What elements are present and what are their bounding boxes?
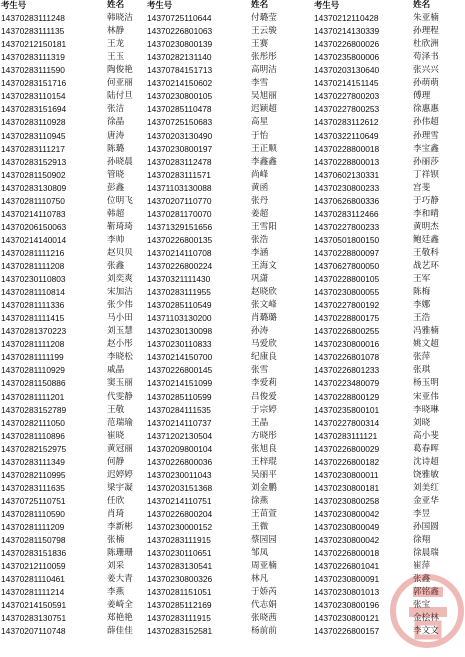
student-name-cell: 朱亚楠: [413, 13, 439, 24]
student-name-cell: 郑艳艳: [107, 613, 133, 624]
student-name-cell: 李晓松: [107, 352, 133, 363]
exam-id-cell: 14370283110154: [1, 91, 66, 102]
student-name-cell: 张鑫: [413, 574, 431, 585]
student-name-cell: 戚晶: [107, 365, 125, 376]
student-name-cell: 陆付旦: [107, 91, 133, 102]
student-name-cell: 王梓琨: [251, 456, 277, 467]
header-exam-id: 考生号: [147, 0, 173, 10]
exam-id-cell: 14371103130200: [147, 313, 212, 324]
exam-id-cell: 14370230130098: [147, 326, 213, 337]
student-name-cell: 李雪: [251, 78, 269, 89]
student-name-cell: 张楠: [107, 535, 125, 546]
exam-id-cell: 14370283130751: [1, 613, 67, 624]
student-name-cell: 战艺环: [413, 261, 439, 271]
exam-id-cell: 14370281170070: [147, 208, 212, 219]
student-name-cell: 冯雅楠: [413, 326, 439, 337]
student-name-cell: 王赛: [251, 39, 269, 50]
student-name-cell: 于宗婷: [251, 404, 277, 415]
student-name-cell: 李昱: [413, 508, 431, 519]
student-name-cell: 陈璐: [107, 143, 125, 154]
exam-id-cell: 14370725110751: [1, 495, 66, 506]
exam-id-cell: 14370283110945: [1, 130, 66, 141]
student-name-cell: 傅理: [413, 91, 431, 102]
student-name-cell: 王军: [413, 274, 431, 285]
student-name-cell: 邹凤: [251, 548, 269, 559]
exam-id-cell: 14370283130541: [147, 561, 213, 572]
exam-id-cell: 14370206150063: [1, 221, 67, 232]
student-name-cell: 靳琦琦: [107, 221, 133, 232]
exam-id-cell: 14370214110737: [147, 417, 212, 428]
exam-id-cell: 14370285110599: [147, 391, 212, 402]
student-name-cell: 沈诗超: [413, 456, 439, 467]
student-name-cell: 刘奕爽: [107, 274, 133, 285]
student-name-cell: 赵晓欣: [251, 287, 277, 298]
exam-id-cell: 14370230800258: [314, 495, 380, 506]
student-name-cell: 高小斐: [413, 430, 439, 441]
exam-id-cell: 14370283112612: [314, 117, 379, 128]
student-name-cell: 吴丽平: [251, 469, 277, 480]
student-name-cell: 蔡园园: [251, 535, 277, 546]
student-name-cell: 王海文: [251, 261, 277, 271]
student-name-cell: 陶俊艳: [107, 65, 133, 76]
student-name-cell: 赵小彤: [107, 339, 133, 350]
exam-id-cell: 14370230800105: [147, 91, 213, 102]
exam-id-cell: 14370214150591: [1, 600, 67, 611]
student-name-cell: 王苗萱: [251, 508, 277, 519]
exam-id-cell: 14370230800016: [314, 339, 380, 350]
exam-id-cell: 14370281111336: [1, 300, 65, 311]
exam-id-cell: 14370283111915: [147, 613, 211, 624]
student-name-cell: 孙丽莎: [413, 156, 439, 167]
student-name-cell: 金亚华: [413, 495, 439, 506]
exam-id-cell: 14370281110929: [1, 365, 65, 376]
student-name-cell: 张浩: [251, 234, 269, 245]
exam-id-cell: 14370228800105: [314, 274, 380, 285]
exam-id-cell: 14370281111415: [1, 313, 65, 324]
student-name-cell: 张丹: [251, 195, 269, 206]
exam-id-cell: 14370227800203: [314, 91, 380, 102]
exam-id-cell: 14370230110803: [1, 274, 66, 285]
student-name-cell: 管晓: [107, 169, 125, 180]
exam-id-cell: 14370212110059: [1, 561, 66, 572]
exam-id-cell: 14370214140014: [1, 234, 67, 245]
student-name-cell: 李文文: [413, 626, 439, 637]
student-name-cell: 李宝鑫: [413, 143, 439, 154]
exam-id-cell: 14370230800011: [314, 469, 379, 480]
student-name-cell: 张宝: [413, 600, 431, 611]
student-name-cell: 唐涛: [107, 130, 125, 141]
exam-id-cell: 14370284111535: [147, 404, 211, 415]
student-name-cell: 薛佳佳: [107, 626, 133, 637]
student-name-cell: 张文峰: [251, 300, 277, 311]
exam-id-cell: 14370226800224: [147, 261, 213, 271]
student-name-cell: 崔晓: [107, 430, 125, 441]
student-name-cell: 张萍: [413, 352, 431, 363]
student-name-cell: 杜欣洲: [413, 39, 439, 50]
exam-id-cell: 14370285110549: [147, 300, 212, 311]
exam-id-cell: 14370230800233: [314, 182, 380, 193]
student-name-cell: 孙理程: [413, 26, 439, 37]
exam-id-cell: 14370285110478: [147, 104, 212, 115]
student-name-cell: 黄冠丽: [107, 443, 133, 454]
exam-id-cell: 14370283111590: [1, 65, 65, 76]
student-name-cell: 韩晓洁: [107, 13, 133, 24]
exam-id-cell: 14370281110750: [1, 195, 65, 206]
exam-id-cell: 14371202130504: [147, 430, 213, 441]
exam-id-cell: 14370283111915: [147, 535, 211, 546]
student-name-cell: 于娇芮: [251, 587, 277, 598]
student-name-cell: 饶雅敏: [413, 469, 439, 480]
exam-id-cell: 14370228800129: [314, 391, 380, 402]
student-name-cell: 肖璐璐: [251, 313, 277, 324]
exam-id-cell: 14370283152789: [1, 404, 67, 415]
student-name-cell: 张洁: [107, 104, 125, 115]
exam-id-cell: 14370207110748: [1, 626, 66, 637]
exam-id-cell: 14370283152913: [1, 156, 67, 167]
exam-id-cell: 14370230800196: [314, 600, 380, 611]
student-name-cell: 陈梅: [413, 287, 431, 298]
student-name-cell: 李涵: [251, 247, 269, 258]
exam-id-cell: 14370283111121: [314, 430, 378, 441]
student-name-cell: 韩超: [107, 208, 125, 219]
exam-id-cell: 14371103130088: [147, 182, 212, 193]
exam-id-cell: 14370725110644: [147, 13, 212, 24]
exam-id-cell: 14370282131140: [147, 52, 212, 63]
student-name-cell: 崔萍: [413, 561, 431, 572]
student-name-cell: 张少伟: [107, 300, 133, 311]
student-name-cell: 张旭良: [251, 443, 277, 454]
student-name-cell: 姜超: [251, 208, 269, 219]
student-name-cell: 张琪: [413, 365, 431, 376]
student-name-cell: 范瑞瑜: [107, 417, 133, 428]
student-name-cell: 刘晓: [413, 417, 431, 428]
exam-id-cell: 14370212150181: [1, 39, 67, 50]
exam-id-cell: 14370282111050: [1, 417, 65, 428]
student-name-cell: 吴旭丽: [251, 91, 277, 102]
student-name-cell: 徐翔: [413, 535, 431, 546]
exam-id-cell: 14370283110928: [1, 117, 66, 128]
student-name-cell: 王敬: [107, 404, 125, 415]
exam-id-cell: 14371329151656: [147, 221, 213, 232]
student-name-cell: 尚峰: [251, 169, 269, 180]
student-name-cell: 鲍廷鑫: [413, 234, 439, 245]
student-name-cell: 黄函: [251, 182, 269, 193]
exam-id-cell: 14370226800255: [314, 326, 380, 337]
student-name-cell: 于怡: [251, 130, 269, 141]
exam-id-cell: 14370230110651: [147, 548, 212, 559]
exam-id-cell: 14370214151099: [147, 378, 213, 389]
student-name-cell: 王龙: [107, 39, 125, 50]
exam-id-cell: 14370230801013: [314, 587, 380, 598]
exam-id-cell: 14370281111209: [1, 522, 65, 532]
student-name-cell: 张晓茜: [251, 613, 277, 624]
exam-id-cell: 14370230800091: [314, 574, 380, 585]
student-name-cell: 孙萌萌: [413, 78, 439, 89]
exam-id-cell: 14370281111208: [1, 261, 65, 271]
exam-id-cell: 14370226801078: [314, 352, 380, 363]
exam-id-cell: 14370283152581: [147, 626, 213, 637]
student-name-cell: 张彤彤: [251, 52, 277, 63]
exam-id-cell: 14370214150602: [147, 78, 213, 89]
exam-id-cell: 14370230800139: [147, 39, 213, 50]
student-name-cell: 张兴兴: [413, 65, 439, 76]
exam-id-cell: 14370283111248: [1, 13, 65, 24]
student-name-cell: 何亚丽: [107, 78, 133, 89]
exam-id-cell: 14370281151051: [147, 587, 212, 598]
student-name-cell: 苟泽书: [413, 52, 439, 63]
header-student-name: 姓名: [107, 0, 125, 10]
exam-id-cell: 14370226800135: [147, 234, 213, 245]
student-name-cell: 宫斐: [413, 182, 431, 193]
exam-id-cell: 14370282110995: [1, 469, 66, 480]
exam-id-cell: 14370230800197: [147, 143, 213, 154]
exam-id-cell: 14370281110461: [1, 574, 65, 585]
student-name-cell: 代雯静: [107, 391, 133, 402]
exam-id-cell: 14370283151836: [1, 548, 67, 559]
student-name-cell: 何静: [107, 456, 125, 467]
exam-id-cell: 14370501800150: [314, 234, 380, 245]
student-name-cell: 任欣: [107, 495, 125, 506]
exam-id-cell: 14370203130490: [147, 130, 213, 141]
student-name-cell: 张雪: [251, 365, 269, 376]
exam-id-cell: 14370283111319: [1, 52, 65, 63]
student-name-cell: 王雪阳: [251, 221, 277, 232]
student-name-cell: 王玉: [107, 52, 125, 63]
exam-id-cell: 14370283151694: [1, 104, 67, 115]
student-name-cell: 付璐莹: [251, 13, 277, 24]
student-name-cell: 王敬科: [413, 247, 439, 258]
exam-id-cell: 14370230800049: [314, 522, 380, 532]
exam-id-cell: 14370228800018: [314, 143, 380, 154]
exam-id-cell: 14370283130809: [1, 182, 67, 193]
student-name-cell: 宋亚伟: [413, 391, 439, 402]
student-name-cell: 纪康良: [251, 352, 277, 363]
student-name-cell: 马小田: [107, 313, 133, 324]
exam-id-cell: 14370283111135: [1, 26, 65, 37]
student-name-cell: 杨玉明: [413, 378, 439, 389]
student-name-cell: 李新彬: [107, 522, 133, 532]
exam-id-cell: 14370283112478: [147, 156, 212, 167]
student-name-cell: 梁宇凝: [107, 482, 133, 493]
student-name-cell: 李帅: [107, 234, 125, 245]
exam-id-cell: 14370627800050: [314, 261, 380, 271]
exam-id-cell: 14370230000152: [147, 522, 213, 532]
student-name-cell: 姜大青: [107, 574, 133, 585]
student-name-cell: 郭铭鑫: [413, 587, 439, 598]
student-name-cell: 孙涛: [251, 326, 269, 337]
exam-id-cell: 14370228800097: [314, 247, 380, 258]
exam-id-cell: 14370602130331: [314, 169, 380, 180]
student-name-cell: 陈珊珊: [107, 548, 133, 559]
student-name-cell: 李燕: [107, 587, 125, 598]
exam-id-cell: 14370230011043: [147, 469, 212, 480]
exam-id-cell: 14370230800121: [314, 613, 380, 624]
exam-id-cell: 14370227800253: [314, 104, 380, 115]
exam-id-cell: 14370235800101: [314, 404, 380, 415]
exam-id-cell: 14370214150700: [147, 352, 213, 363]
student-name-cell: 迟婷婷: [107, 469, 133, 480]
student-name-cell: 徐燕: [251, 495, 269, 506]
student-name-cell: 王微: [251, 522, 269, 532]
student-name-cell: 孙晓晨: [107, 156, 133, 167]
exam-id-cell: 14370281150798: [1, 535, 66, 546]
student-name-cell: 窦玉丽: [107, 378, 133, 389]
exam-id-cell: 14370214110783: [1, 208, 66, 219]
student-name-cell: 刘玉慧: [107, 326, 133, 337]
exam-id-cell: 14370226800029: [314, 443, 380, 454]
exam-id-cell: 14370283111349: [1, 456, 65, 467]
exam-id-cell: 14370230800055: [314, 287, 380, 298]
student-name-cell: 迟颖超: [251, 104, 277, 115]
student-name-cell: 刘采: [107, 561, 125, 572]
exam-id-cell: 14370226801063: [147, 26, 213, 37]
exam-id-cell: 14370226801233: [314, 365, 380, 376]
exam-id-cell: 14370283111571: [147, 169, 211, 180]
exam-id-cell: 14370283111217: [1, 143, 65, 154]
exam-id-cell: 14370226800018: [314, 548, 380, 559]
student-name-cell: 王晶: [251, 417, 269, 428]
exam-id-cell: 14370214110751: [147, 495, 212, 506]
student-name-cell: 宋加洁: [107, 287, 133, 298]
exam-id-cell: 14370227800192: [314, 300, 380, 311]
exam-id-cell: 14370283112466: [314, 208, 379, 219]
exam-id-cell: 14370281150886: [1, 378, 66, 389]
header-student-name: 姓名: [413, 0, 431, 10]
exam-id-cell: 14370228800175: [314, 313, 380, 324]
exam-id-cell: 14370227800233: [314, 221, 380, 232]
exam-id-cell: 14370214130339: [314, 26, 380, 37]
student-name-cell: 位明飞: [107, 195, 133, 206]
exam-id-cell: 14370226800026: [314, 39, 380, 50]
exam-id-cell: 14370626800336: [314, 195, 380, 206]
exam-id-cell: 14370226800204: [147, 508, 213, 519]
exam-id-cell: 14370214151145: [314, 78, 379, 89]
student-name-cell: 杨前前: [251, 626, 277, 637]
student-name-cell: 徐晨瑞: [413, 548, 439, 559]
exam-id-cell: 14370223480079: [314, 378, 380, 389]
student-name-cell: 刘金鹏: [251, 482, 277, 493]
exam-id-cell: 14370226800157: [314, 626, 380, 637]
exam-id-cell: 14370226800182: [314, 456, 380, 467]
student-name-cell: 王云骏: [251, 26, 277, 37]
exam-id-cell: 14370226801041: [314, 561, 380, 572]
exam-id-cell: 14370784151713: [147, 65, 213, 76]
exam-id-cell: 14370209800104: [147, 443, 213, 454]
student-name-cell: 李爱莉: [251, 378, 277, 389]
student-name-cell: 丁祥钡: [413, 169, 439, 180]
student-name-cell: 吕俊爱: [251, 391, 277, 402]
student-name-cell: 巩潇: [251, 274, 269, 285]
student-name-cell: 孙国圆: [413, 522, 439, 532]
exam-id-cell: 14370725150683: [147, 117, 213, 128]
student-name-cell: 王正顺: [251, 143, 277, 154]
header-exam-id: 考生号: [314, 0, 340, 10]
student-name-cell: 肖琦: [107, 508, 125, 519]
exam-id-cell: 14370282152975: [1, 443, 67, 454]
exam-id-cell: 14370226800145: [147, 365, 213, 376]
exam-id-cell: 14370281370223: [1, 326, 67, 337]
student-name-cell: 金桧林: [413, 613, 439, 624]
exam-id-cell: 14370226800036: [147, 456, 213, 467]
exam-id-cell: 14370212110428: [314, 13, 379, 24]
student-name-cell: 葛春晖: [413, 443, 439, 454]
student-name-cell: 方晓彤: [251, 430, 277, 441]
student-name-cell: 姜崎全: [107, 600, 133, 611]
exam-id-cell: 14370285112169: [147, 600, 212, 611]
student-name-cell: 李娜: [413, 300, 431, 311]
student-name-cell: 彭鑫: [107, 182, 125, 193]
student-name-cell: 高明洁: [251, 65, 277, 76]
exam-id-cell: 14370281110814: [1, 287, 65, 298]
exam-id-cell: 14370281111216: [1, 247, 65, 258]
exam-id-cell: 14370281111214: [1, 587, 65, 598]
exam-id-cell: 14370281110590: [1, 508, 65, 519]
student-name-cell: 王浩: [413, 313, 431, 324]
student-name-cell: 孙理雪: [413, 130, 439, 141]
exam-id-cell: 14370203151368: [147, 482, 213, 493]
exam-id-cell: 14370235800006: [314, 52, 380, 63]
student-name-cell: 代志娟: [251, 600, 277, 611]
exam-id-cell: 14370281111208: [1, 339, 65, 350]
student-name-cell: 徐惠惠: [413, 104, 439, 115]
student-name-cell: 马爱欣: [251, 339, 277, 350]
exam-id-cell: 14370283111635: [1, 482, 65, 493]
exam-id-cell: 14370281150902: [1, 169, 66, 180]
student-name-cell: 徐晶: [107, 117, 125, 128]
exam-id-cell: 14370214110708: [147, 247, 212, 258]
exam-id-cell: 14370230800326: [147, 574, 213, 585]
exam-id-cell: 14370283111955: [147, 287, 211, 298]
student-name-cell: 李鑫鑫: [251, 156, 277, 167]
exam-id-cell: 14370281111201: [1, 391, 65, 402]
exam-id-cell: 14370207110770: [147, 195, 212, 206]
exam-id-cell: 14370321111430: [147, 274, 211, 285]
header-student-name: 姓名: [251, 0, 269, 10]
exam-id-cell: 14370322110649: [314, 130, 379, 141]
exam-id-cell: 14370281110896: [1, 430, 65, 441]
student-name-cell: 李晓琳: [413, 404, 439, 415]
student-name-cell: 孙伟超: [413, 117, 439, 128]
student-name-cell: 刘美红: [413, 482, 439, 493]
exam-id-cell: 14370228800013: [314, 156, 380, 167]
student-name-cell: 张鑫: [107, 261, 125, 271]
student-name-cell: 赵贝贝: [107, 247, 133, 258]
student-name-cell: 黄明杰: [413, 221, 439, 232]
exam-id-cell: 14370230800042: [314, 535, 380, 546]
exam-id-cell: 14370230110833: [147, 339, 212, 350]
header-exam-id: 考生号: [1, 0, 27, 10]
student-name-cell: 周亚楠: [251, 561, 277, 572]
student-name-cell: 于巧静: [413, 195, 439, 206]
exam-id-cell: 14370230800042: [314, 508, 380, 519]
exam-id-cell: 14370281111199: [1, 352, 64, 363]
exam-id-cell: 14370283151716: [1, 78, 67, 89]
student-name-cell: 高星: [251, 117, 269, 128]
student-name-cell: 林凡: [251, 574, 269, 585]
student-name-cell: 姚文超: [413, 339, 439, 350]
student-name-cell: 林静: [107, 26, 125, 37]
exam-id-cell: 14370227800314: [314, 417, 380, 428]
exam-id-cell: 14370230800181: [314, 482, 380, 493]
exam-id-cell: 14370203130640: [314, 65, 380, 76]
student-name-cell: 李和晴: [413, 208, 439, 219]
